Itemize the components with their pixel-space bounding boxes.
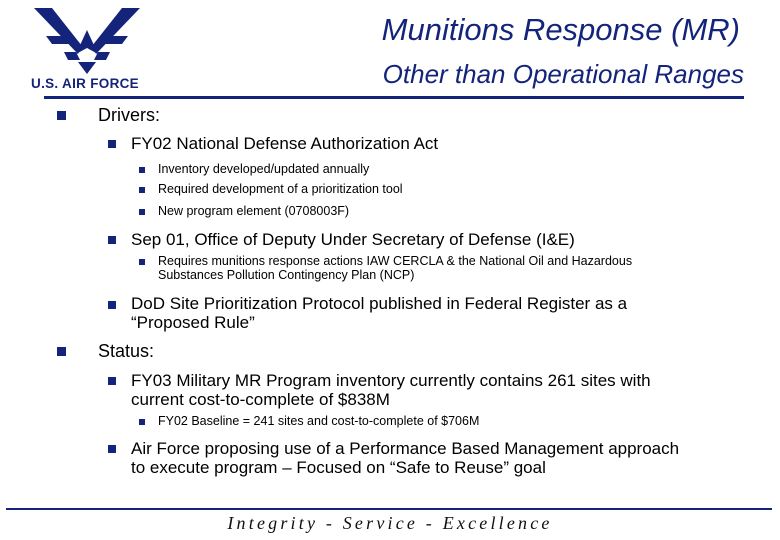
bullet-icon — [108, 140, 116, 148]
footer-motto: Integrity - Service - Excellence — [227, 513, 553, 533]
bullet-icon — [139, 259, 145, 265]
bullet-icon — [57, 347, 66, 356]
bullet-icon — [108, 445, 116, 453]
list-item-fy02-baseline: FY02 Baseline = 241 sites and cost-to-complete of $706M — [158, 414, 480, 428]
list-item-dod-line2: “Proposed Rule” — [131, 313, 255, 332]
list-item-dod-line1: DoD Site Prioritization Protocol published in Federal Register as a — [131, 294, 628, 313]
logo-wordmark: U.S. AIR FORCE — [31, 76, 139, 91]
bullet-icon — [57, 111, 66, 120]
list-item-fy02-ndaa: FY02 National Defense Authorization Act — [131, 134, 439, 153]
list-item-cercla-line1: Requires munitions response actions IAW CERCLA & the National Oil and Hazardous — [158, 254, 633, 268]
bullet-icon — [108, 236, 116, 244]
air-force-wings-icon — [12, 6, 162, 78]
header-divider — [44, 96, 744, 99]
list-item-sep01: Sep 01, Office of Deputy Under Secretary of Defense (I&E) — [131, 230, 575, 249]
list-item-af-line1: Air Force proposing use of a Performance Based Management approach — [131, 439, 680, 458]
bullet-icon — [108, 377, 116, 385]
list-item-cercla-line2: Substances Pollution Contingency Plan (NCP) — [158, 268, 415, 282]
footer-divider — [6, 508, 772, 510]
bullet-icon — [139, 419, 145, 425]
list-item-program-element: New program element (0708003F) — [158, 204, 350, 218]
bullet-icon — [139, 209, 145, 215]
list-item-drivers: Drivers: — [98, 105, 160, 125]
list-item-status: Status: — [98, 341, 155, 361]
page-subtitle: Other than Operational Ranges — [382, 59, 744, 89]
list-item-fy03-line2: current cost-to-complete of $838M — [131, 390, 390, 409]
page-title: Munitions Response (MR) — [381, 12, 740, 47]
list-item-fy03-line1: FY03 Military MR Program inventory currently contains 261 sites with — [131, 371, 651, 390]
list-item-af-line2: to execute program – Focused on “Safe to Reuse” goal — [131, 458, 546, 477]
bullet-icon — [139, 187, 145, 193]
list-item-inventory: Inventory developed/updated annually — [158, 162, 370, 176]
bullet-icon — [139, 167, 145, 173]
list-item-prioritization: Required development of a prioritization tool — [158, 182, 403, 196]
bullet-icon — [108, 301, 116, 309]
